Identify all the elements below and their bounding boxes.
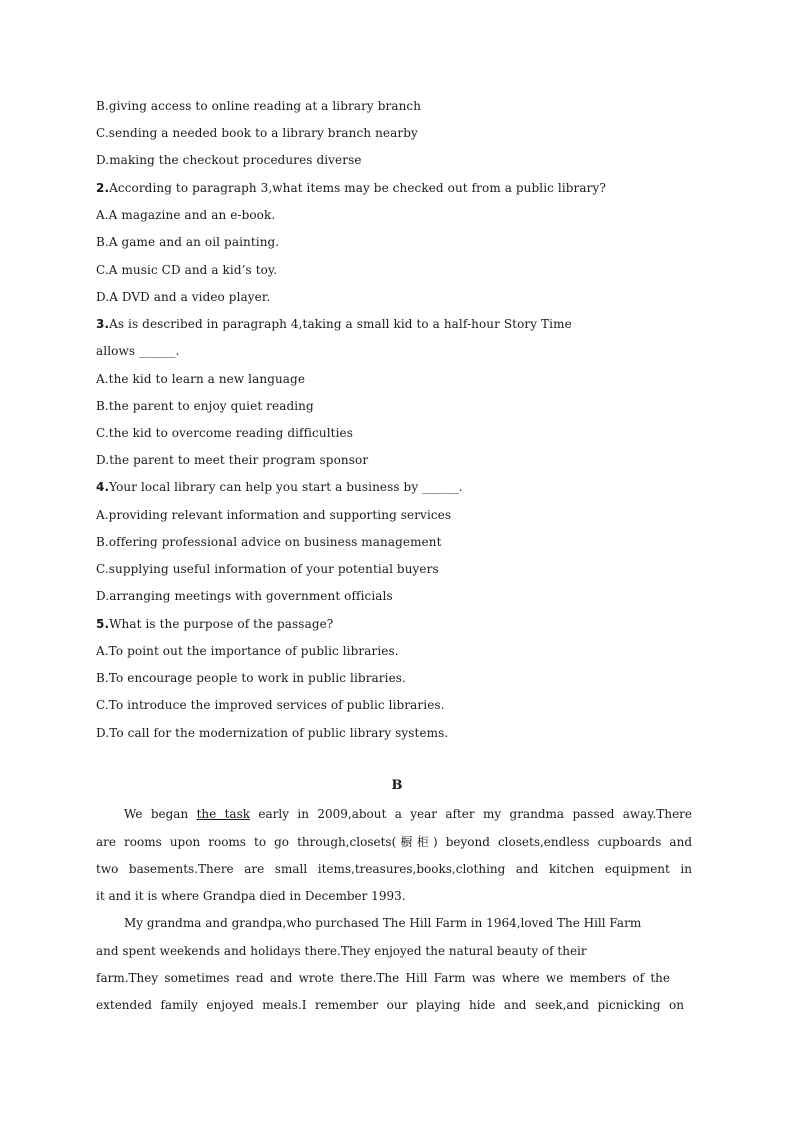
q5-stem-line: [96, 616, 333, 632]
q2-stem-line: [96, 180, 606, 196]
q4-stem-line: [96, 479, 463, 495]
q3-option-a: A.the kid to learn a new language: [96, 372, 306, 386]
q2-option-d: D.A DVD and a video player.: [96, 290, 271, 304]
section-b-p1-line-3: two basements.There are small items,treasures,books,clothing and kitchen equipment in: [96, 862, 692, 876]
section-b-p1-line-1: [124, 806, 692, 822]
p1-underlined-phrase: the task: [196, 807, 251, 821]
q5-stem: What is the purpose of the passage?: [109, 617, 334, 631]
q3-option-b: B.the parent to enjoy quiet reading: [96, 399, 314, 413]
section-b-p2-line-4: extended family enjoyed meals.I remember our playing hide and seek,and picnicking on: [96, 998, 684, 1012]
section-b-p1-line-2: are rooms upon rooms to go through,closets(橱柜) beyond closets,endless cupboards and: [96, 835, 692, 849]
q2-stem: According to paragraph 3,what items may be checked out from a public library?: [109, 181, 606, 195]
p1-text-pre: We began: [124, 807, 197, 821]
q2-number: 2.: [96, 181, 110, 195]
q2-option-b: B.A game and an oil painting.: [96, 235, 280, 249]
q4-option-b: B.offering professional advice on business management: [96, 535, 442, 549]
q5-option-b: B.To encourage people to work in public libraries.: [96, 671, 406, 685]
q3-stem: As is described in paragraph 4,taking a small kid to a half-hour Story Time: [109, 317, 572, 331]
q4-option-d: D.arranging meetings with government officials: [96, 589, 393, 603]
q4-option-a: A.providing relevant information and supporting services: [96, 508, 452, 522]
q2-option-a: A.A magazine and an e-book.: [96, 208, 276, 222]
q4-number: 4.: [96, 480, 110, 494]
section-b-p2-line-1: My grandma and grandpa,who purchased The Hill Farm in 1964,loved The Hill Farm: [124, 916, 642, 930]
q5-number: 5.: [96, 617, 110, 631]
section-b-p1-line-4: it and it is where Grandpa died in December 1993.: [96, 889, 406, 903]
q4-stem: Your local library can help you start a business by ______.: [109, 480, 463, 494]
section-b-p2-line-2: and spent weekends and holidays there.They enjoyed the natural beauty of their: [96, 944, 587, 958]
q4-option-c: C.supplying useful information of your potential buyers: [96, 562, 439, 576]
q2-option-c: C.A music CD and a kid’s toy.: [96, 263, 278, 277]
section-b-p2-line-3: farm.They sometimes read and wrote there.The Hill Farm was where we members of the: [96, 971, 670, 985]
q3-stem-line-2: allows ______.: [96, 344, 180, 358]
q5-option-a: A.To point out the importance of public libraries.: [96, 644, 399, 658]
q3-stem-line-1: [96, 316, 572, 332]
q3-number: 3.: [96, 317, 110, 331]
q3-option-c: C.the kid to overcome reading difficulties: [96, 426, 353, 440]
q1-option-c: C.sending a needed book to a library branch nearby: [96, 126, 418, 140]
q5-option-c: C.To introduce the improved services of public libraries.: [96, 698, 445, 712]
section-b-title: B: [391, 778, 403, 793]
q3-option-d: D.the parent to meet their program sponsor: [96, 453, 369, 467]
q1-option-b: B.giving access to online reading at a library branch: [96, 99, 422, 113]
q1-option-d: D.making the checkout procedures diverse: [96, 153, 362, 167]
q5-option-d: D.To call for the modernization of public library systems.: [96, 726, 449, 740]
p1-text-post: early in 2009,about a year after my grandma passed away.There: [250, 807, 693, 821]
